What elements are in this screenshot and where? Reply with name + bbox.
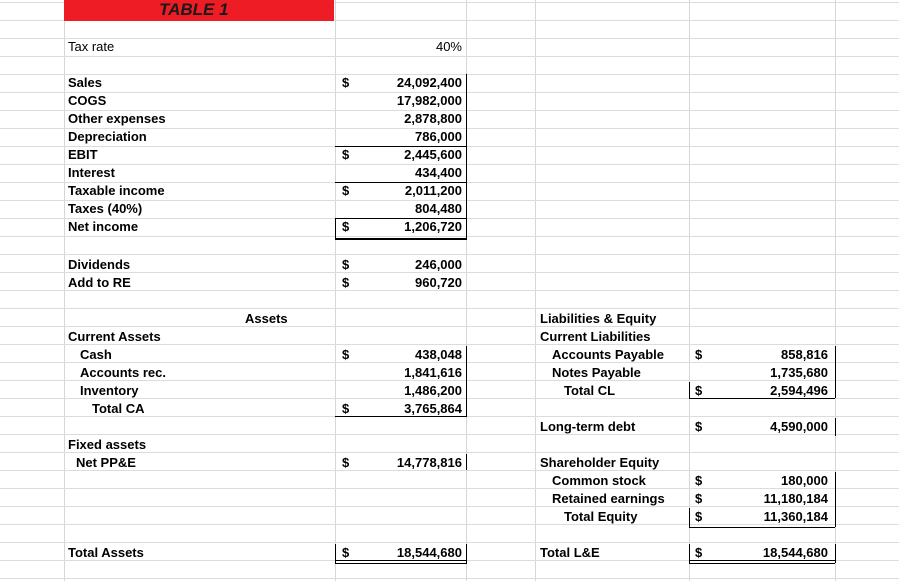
taxes-label[interactable]: Taxes (40%) bbox=[68, 201, 143, 216]
dollar-sign: $ bbox=[342, 183, 350, 198]
total-cl-value[interactable]: 2,594,496 bbox=[770, 383, 828, 398]
shareholder-equity-label[interactable]: Shareholder Equity bbox=[540, 455, 660, 470]
common-stock-label[interactable]: Common stock bbox=[552, 473, 646, 488]
total-assets-label[interactable]: Total Assets bbox=[68, 545, 144, 560]
total-ca-label[interactable]: Total CA bbox=[92, 401, 145, 416]
long-term-debt-label[interactable]: Long-term debt bbox=[540, 419, 636, 434]
dollar-sign: $ bbox=[342, 219, 350, 234]
cogs-value[interactable]: 17,982,000 bbox=[396, 93, 462, 108]
table-title-cell[interactable] bbox=[64, 0, 334, 21]
total-le-value[interactable]: 18,544,680 bbox=[762, 545, 828, 560]
dollar-sign: $ bbox=[342, 455, 350, 470]
common-stock-value[interactable]: 180,000 bbox=[781, 473, 828, 488]
dollar-sign: $ bbox=[342, 347, 350, 362]
total-le-label[interactable]: Total L&E bbox=[540, 545, 600, 560]
taxable-income-label[interactable]: Taxable income bbox=[68, 183, 165, 198]
add-to-re-label[interactable]: Add to RE bbox=[68, 275, 131, 290]
notes-payable-label[interactable]: Notes Payable bbox=[552, 365, 641, 380]
assets-header[interactable]: Assets bbox=[245, 311, 288, 326]
dollar-sign: $ bbox=[695, 419, 703, 434]
dollar-sign: $ bbox=[342, 275, 350, 290]
dollar-sign: $ bbox=[342, 545, 350, 560]
current-assets-label[interactable]: Current Assets bbox=[68, 329, 161, 344]
accounts-payable-label[interactable]: Accounts Payable bbox=[552, 347, 664, 362]
dollar-sign: $ bbox=[342, 401, 350, 416]
dollar-sign: $ bbox=[695, 383, 703, 398]
dividends-label[interactable]: Dividends bbox=[68, 257, 131, 272]
ebit-value[interactable]: 2,445,600 bbox=[404, 147, 462, 162]
ebit-label[interactable]: EBIT bbox=[68, 147, 98, 162]
cogs-label[interactable]: COGS bbox=[68, 93, 107, 108]
table-title: TABLE 1 bbox=[159, 0, 229, 19]
net-income-value[interactable]: 1,206,720 bbox=[404, 219, 462, 234]
total-ca-value[interactable]: 3,765,864 bbox=[404, 401, 462, 416]
notes-payable-value[interactable]: 1,735,680 bbox=[770, 365, 828, 380]
net-ppe-label[interactable]: Net PP&E bbox=[76, 455, 136, 470]
le-header[interactable]: Liabilities & Equity bbox=[540, 311, 657, 326]
tax-rate-value[interactable]: 40% bbox=[435, 39, 462, 54]
inventory-value[interactable]: 1,486,200 bbox=[404, 383, 462, 398]
dollar-sign: $ bbox=[342, 75, 350, 90]
accounts-rec-value[interactable]: 1,841,616 bbox=[404, 365, 462, 380]
total-assets-value[interactable]: 18,544,680 bbox=[396, 545, 462, 560]
dividends-value[interactable]: 246,000 bbox=[415, 257, 462, 272]
add-to-re-value[interactable]: 960,720 bbox=[415, 275, 462, 290]
dollar-sign: $ bbox=[695, 347, 703, 362]
current-liabilities-label[interactable]: Current Liabilities bbox=[540, 329, 651, 344]
interest-value[interactable]: 434,400 bbox=[415, 165, 462, 180]
long-term-debt-value[interactable]: 4,590,000 bbox=[770, 419, 828, 434]
taxable-income-value[interactable]: 2,011,200 bbox=[404, 183, 462, 198]
accounts-payable-value[interactable]: 858,816 bbox=[781, 347, 828, 362]
inventory-label[interactable]: Inventory bbox=[80, 383, 139, 398]
tax-rate-label[interactable]: Tax rate bbox=[68, 39, 115, 54]
total-equity-value[interactable]: 11,360,184 bbox=[763, 509, 828, 524]
interest-label[interactable]: Interest bbox=[68, 165, 115, 180]
other-expenses-value[interactable]: 2,878,800 bbox=[404, 111, 462, 126]
depreciation-value[interactable]: 786,000 bbox=[415, 129, 462, 144]
total-cl-label[interactable]: Total CL bbox=[564, 383, 616, 398]
retained-earnings-value[interactable]: 11,180,184 bbox=[763, 491, 828, 506]
cash-label[interactable]: Cash bbox=[80, 347, 112, 362]
dollar-sign: $ bbox=[695, 509, 703, 524]
net-ppe-value[interactable]: 14,778,816 bbox=[396, 455, 462, 470]
fixed-assets-label[interactable]: Fixed assets bbox=[68, 437, 147, 452]
dollar-sign: $ bbox=[695, 473, 703, 488]
sales-value[interactable]: 24,092,400 bbox=[396, 75, 462, 90]
cash-value[interactable]: 438,048 bbox=[415, 347, 462, 362]
dollar-sign: $ bbox=[342, 257, 350, 272]
depreciation-label[interactable]: Depreciation bbox=[68, 129, 147, 144]
sales-label[interactable]: Sales bbox=[68, 75, 102, 90]
retained-earnings-label[interactable]: Retained earnings bbox=[552, 491, 665, 506]
dollar-sign: $ bbox=[695, 545, 703, 560]
taxes-value[interactable]: 804,480 bbox=[415, 201, 462, 216]
accounts-rec-label[interactable]: Accounts rec. bbox=[80, 365, 166, 380]
net-income-label[interactable]: Net income bbox=[68, 219, 139, 234]
total-equity-label[interactable]: Total Equity bbox=[564, 509, 638, 524]
dollar-sign: $ bbox=[342, 147, 350, 162]
other-expenses-label[interactable]: Other expenses bbox=[68, 111, 166, 126]
dollar-sign: $ bbox=[695, 491, 703, 506]
